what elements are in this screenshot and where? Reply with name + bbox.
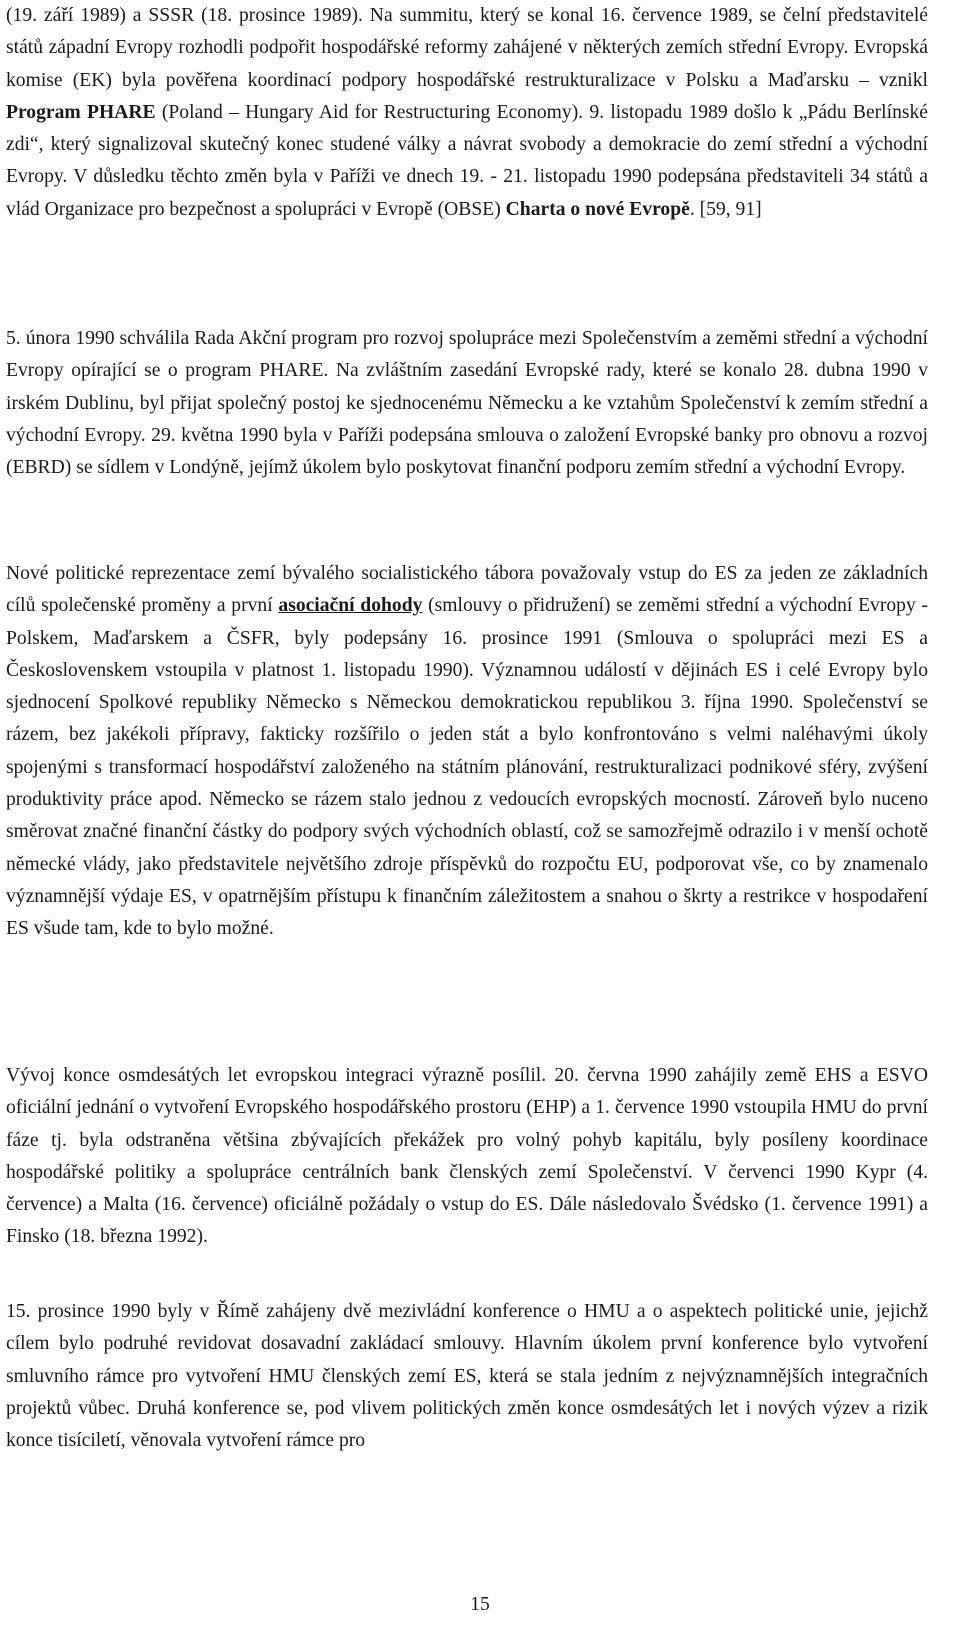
paragraph bbox=[6, 1060, 928, 1254]
paragraph-text: (Poland – Hungary Aid for Restructuring Economy). 9. listopadu 1989 došlo k „Pádu Berlínské zdi“, který signalizoval skutečný konec studené války a návrat svobody a demokracie do zemí střední a východní Evropy. V důsledku těchto změn byla v Paříži ve dnech 19. - 21. listopadu 1990 podepsána představiteli 34 států a vlád Organizace pro bezpečnost a spolupráci v Evropě (OBSE) bbox=[6, 101, 928, 220]
paragraph-text: Vývoj konce osmdesátých let evropskou integraci výrazně posílil. 20. června 1990 zahájily země EHS a ESVO oficiální jednání o vytvoření Evropského hospodářského prostoru (EHP) a 1. července 1990 vstoupila HMU do první fáze tj. byla odstraněna většina zbývajících překážek pro volný pohyb kapitálu, byly posíleny koordinace hospodářské politiky a spolupráce centrálních bank členských zemí Společenství. V červenci 1990 Kypr (4. července) a Malta (16. července) oficiálně požádaly o vstup do ES. Dále následovalo Švédsko (1. července 1991) a Finsko (18. března 1992). bbox=[6, 1065, 928, 1248]
program-phare-term: Program PHARE bbox=[6, 101, 156, 123]
asociacni-dohody-term: asociační dohody bbox=[278, 595, 423, 617]
paragraph-text: . [59, 91] bbox=[689, 198, 762, 220]
paragraph-text: 5. února 1990 schválila Rada Akční program pro rozvoj spolupráce mezi Společenstvím a zeměmi střední a východní Evropy opírající se o program PHARE. Na zvláštním zasedání Evropské rady, které se konalo 28. dubna 1990 v irském Dublinu, byl přijat společný postoj ke sjednocenému Německu a ke vztahům Společenství k zemím střední a východní Evropy. 29. května 1990 byla v Paříži podepsána smlouva o založení Evropské banky pro obnovu a rozvoj (EBRD) se sídlem v Londýně, jejímž úkolem bylo poskytovat finanční podporu zemím střední a východní Evropy. bbox=[6, 328, 928, 479]
page-number: 15 bbox=[470, 1594, 490, 1615]
paragraph-text: (19. září 1989) a SSSR (18. prosince 1989). Na summitu, který se konal 16. července 1989, se čelní představitelé států západní Evropy rozhodli podpořit hospodářské reformy zahájené v některých zemích střední Evropy. Evropská komise (EK) byla pověřena koordinací podpory hospodářské restrukturalizace v Polsku a Maďarsku – vznikl bbox=[6, 5, 928, 91]
paragraph-text: 15. prosince 1990 byly v Římě zahájeny dvě mezivládní konference o HMU a o aspektech politické unie, jejichž cílem bylo podruhé revidovat dosavadní zakládací smlouvy. Hlavním úkolem první konference bylo vytvoření smluvního rámce pro vytvoření HMU členských zemí ES, která se stala jedním z nejvýznamnějších integračních projektů vůbec. Druhá konference se, pod vlivem politických změn konce osmdesátých let i nových výzev a rizik konce tisíciletí, věnovala vytvoření rámce pro bbox=[6, 1301, 928, 1452]
charta-term: Charta o nové Evropě bbox=[505, 198, 690, 220]
paragraph bbox=[6, 1296, 928, 1457]
paragraph bbox=[6, 0, 928, 226]
paragraph-text: Nové politické reprezentace zemí bývalého socialistického tábora považovaly vstup do ES za jeden ze základních cílů společenské proměny a první bbox=[6, 563, 928, 617]
paragraph bbox=[6, 323, 928, 484]
paragraph bbox=[6, 558, 928, 946]
paragraph-text: (smlouvy o přidružení) se zeměmi střední a východní Evropy - Polskem, Maďarskem a ČSFR, byly podepsány 16. prosince 1991 (Smlouva o spolupráci mezi ES a Československem vstoupila v platnost 1. listopadu 1990). Významnou událostí v dějinách ES i celé Evropy bylo sjednocení Spolkové republiky Německo s Německou demokratickou republikou 3. října 1990. Společenství se rázem, bez jakékoli přípravy, fakticky rozšířilo o jeden stát a bylo konfrontováno s velmi naléhavými úkoly spojenými s transformací hospodářství založeného na státním plánování, restrukturalizaci podnikové sféry, zvýšení produktivity práce apod. Německo se rázem stalo jednou z vedoucích evropských mocností. Zároveň bylo nuceno směrovat značné finanční částky do podpory svých východních oblastí, což se samozřejmě odrazilo i v menší ochotě německé vlády, jako představitele největšího zdroje příspěvků do rozpočtu EU, podporovat vše, co by znamenalo významnější výdaje ES, v opatrnějším přístupu k finančním záležitostem a snahou o škrty a restrikce v hospodaření ES všude tam, kde to bylo možné. bbox=[6, 595, 929, 940]
